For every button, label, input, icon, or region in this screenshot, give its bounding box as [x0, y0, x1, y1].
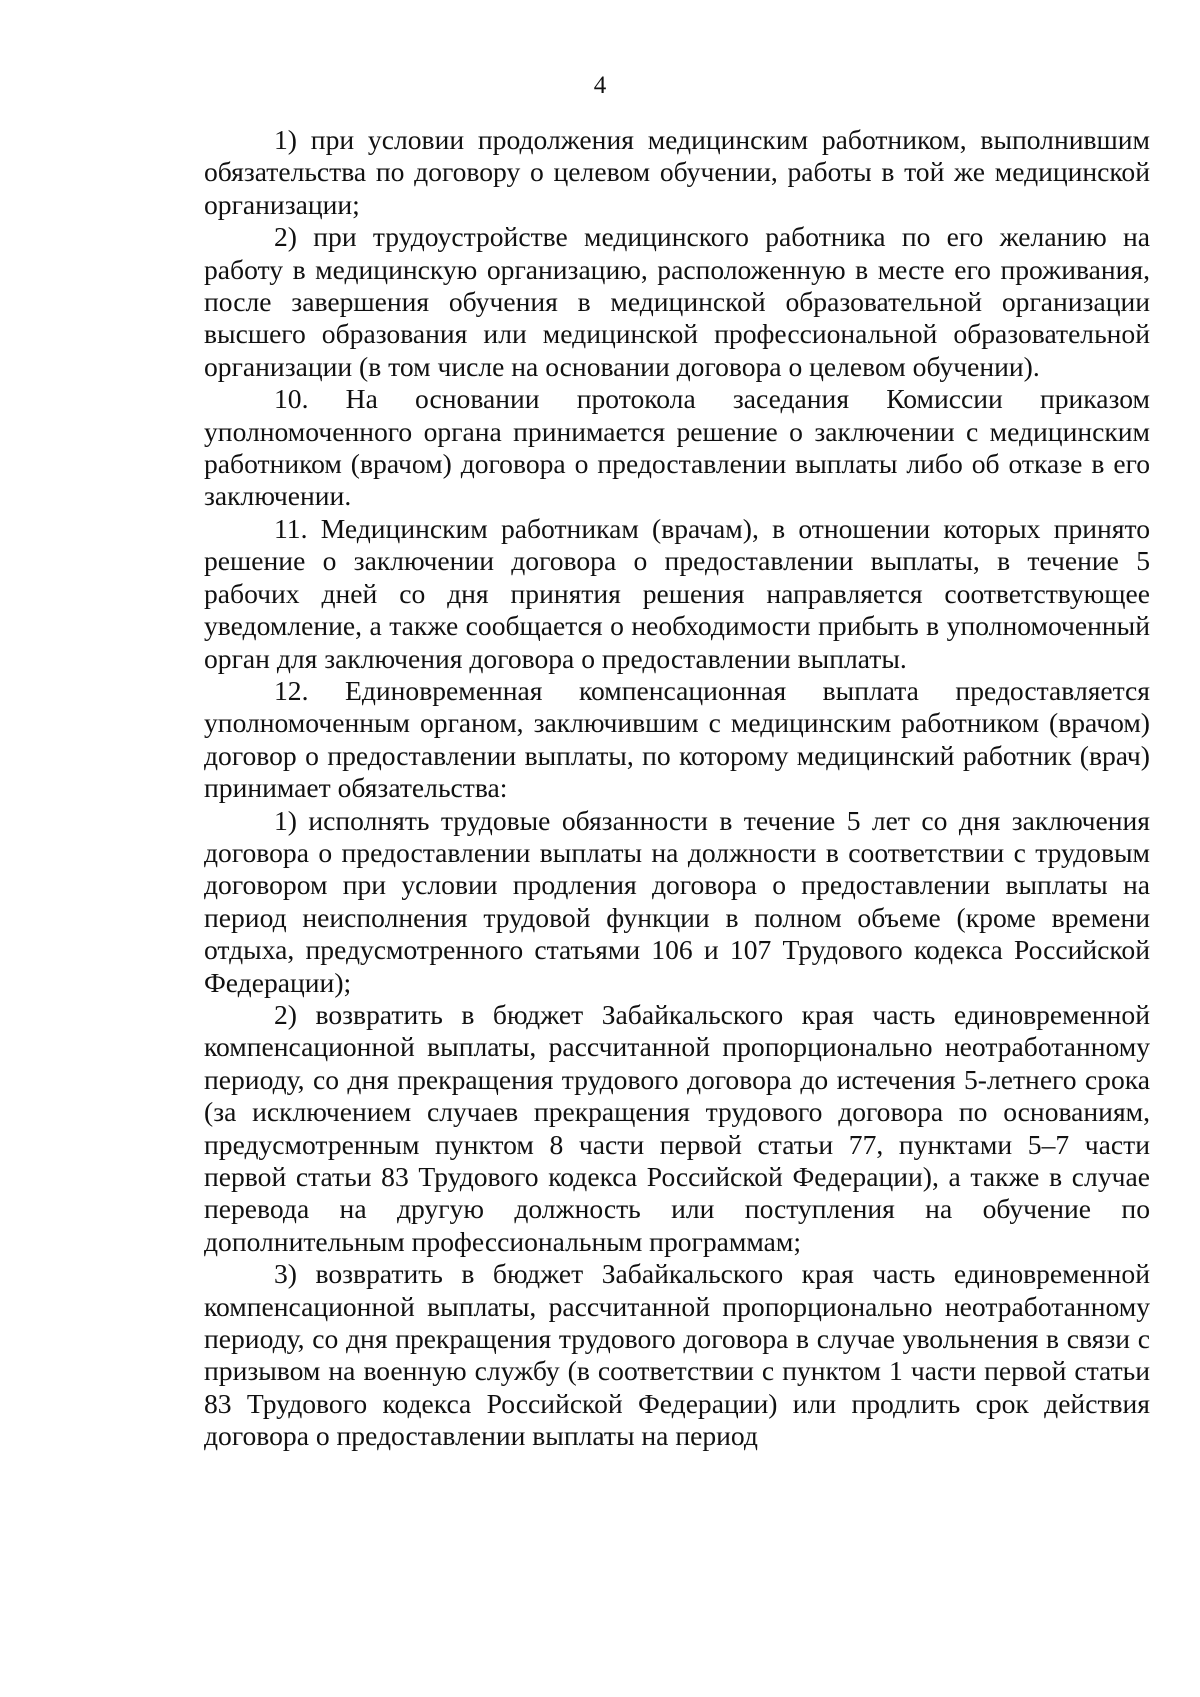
document-body — [204, 124, 1150, 1453]
paragraph-obligation-3: 3) возвратить в бюджет Забайкальского края часть единовременной компенсационной выплаты, рассчитанной пропорционально неотработанному периоду, со дня прекращения трудового договора в случае увольнения в связи с призывом на военную службу (в соответствии с пунктом 1 части первой статьи 83 Трудового кодекса Российской Федерации) или продлить срок действия договора о предоставлении выплаты на период — [204, 1258, 1150, 1452]
paragraph-clause-10: 10. На основании протокола заседания Комиссии приказом уполномоченного органа принимается решение о заключении с медицинским работником (врачом) договора о предоставлении выплаты либо об отказе в его заключении. — [204, 383, 1150, 512]
paragraph-clause-11: 11. Медицинским работникам (врачам), в отношении которых принято решение о заключении договора о предоставлении выплаты, в течение 5 рабочих дней со дня принятия решения направляется соответствующее уведомление, а также сообщается о необходимости прибыть в уполномоченный орган для заключения договора о предоставлении выплаты. — [204, 512, 1150, 674]
paragraph-subitem-2-relocation: 2) при трудоустройстве медицинского работника по его желанию на работу в медицинскую организацию, расположенную в месте его проживания, после завершения обучения в медицинской образовательной организации высшего образования или медицинской профессиональной образовательной организации (в том числе на основании договора о целевом обучении). — [204, 221, 1150, 382]
page-number: 4 — [593, 72, 607, 99]
paragraph-subitem-1-continued-work: 1) при условии продолжения медицинским работником, выполнившим обязательства по договору о целевом обучении, работы в той же медицинской организации; — [204, 124, 1150, 220]
paragraph-clause-12: 12. Единовременная компенсационная выплата предоставляется уполномоченным органом, заключившим с медицинским работником (врачом) договор о предоставлении выплаты, по которому медицинский работник (врач) принимает обязательства: — [204, 674, 1150, 804]
paragraph-obligation-1: 1) исполнять трудовые обязанности в течение 5 лет со дня заключения договора о предоставлении выплаты на должности в соответствии с трудовым договором при условии продления договора о предоставлении выплаты на период неисполнения трудовой функции в полном объеме (кроме времени отдыха, предусмотренного статьями 106 и 107 Трудового кодекса Российской Федерации); — [204, 804, 1150, 998]
paragraph-obligation-2: 2) возвратить в бюджет Забайкальского края часть единовременной компенсационной выплаты, рассчитанной пропорционально неотработанному периоду, со дня прекращения трудового договора до истечения 5-летнего срока (за исключением случаев прекращения трудового договора по основаниям, предусмотренным пунктом 8 части первой статьи 77, пунктами 5–7 части первой статьи 83 Трудового кодекса Российской Федерации), а также в случае перевода на другую должность или поступления на обучение по дополнительным профессиональным программам; — [204, 998, 1150, 1257]
